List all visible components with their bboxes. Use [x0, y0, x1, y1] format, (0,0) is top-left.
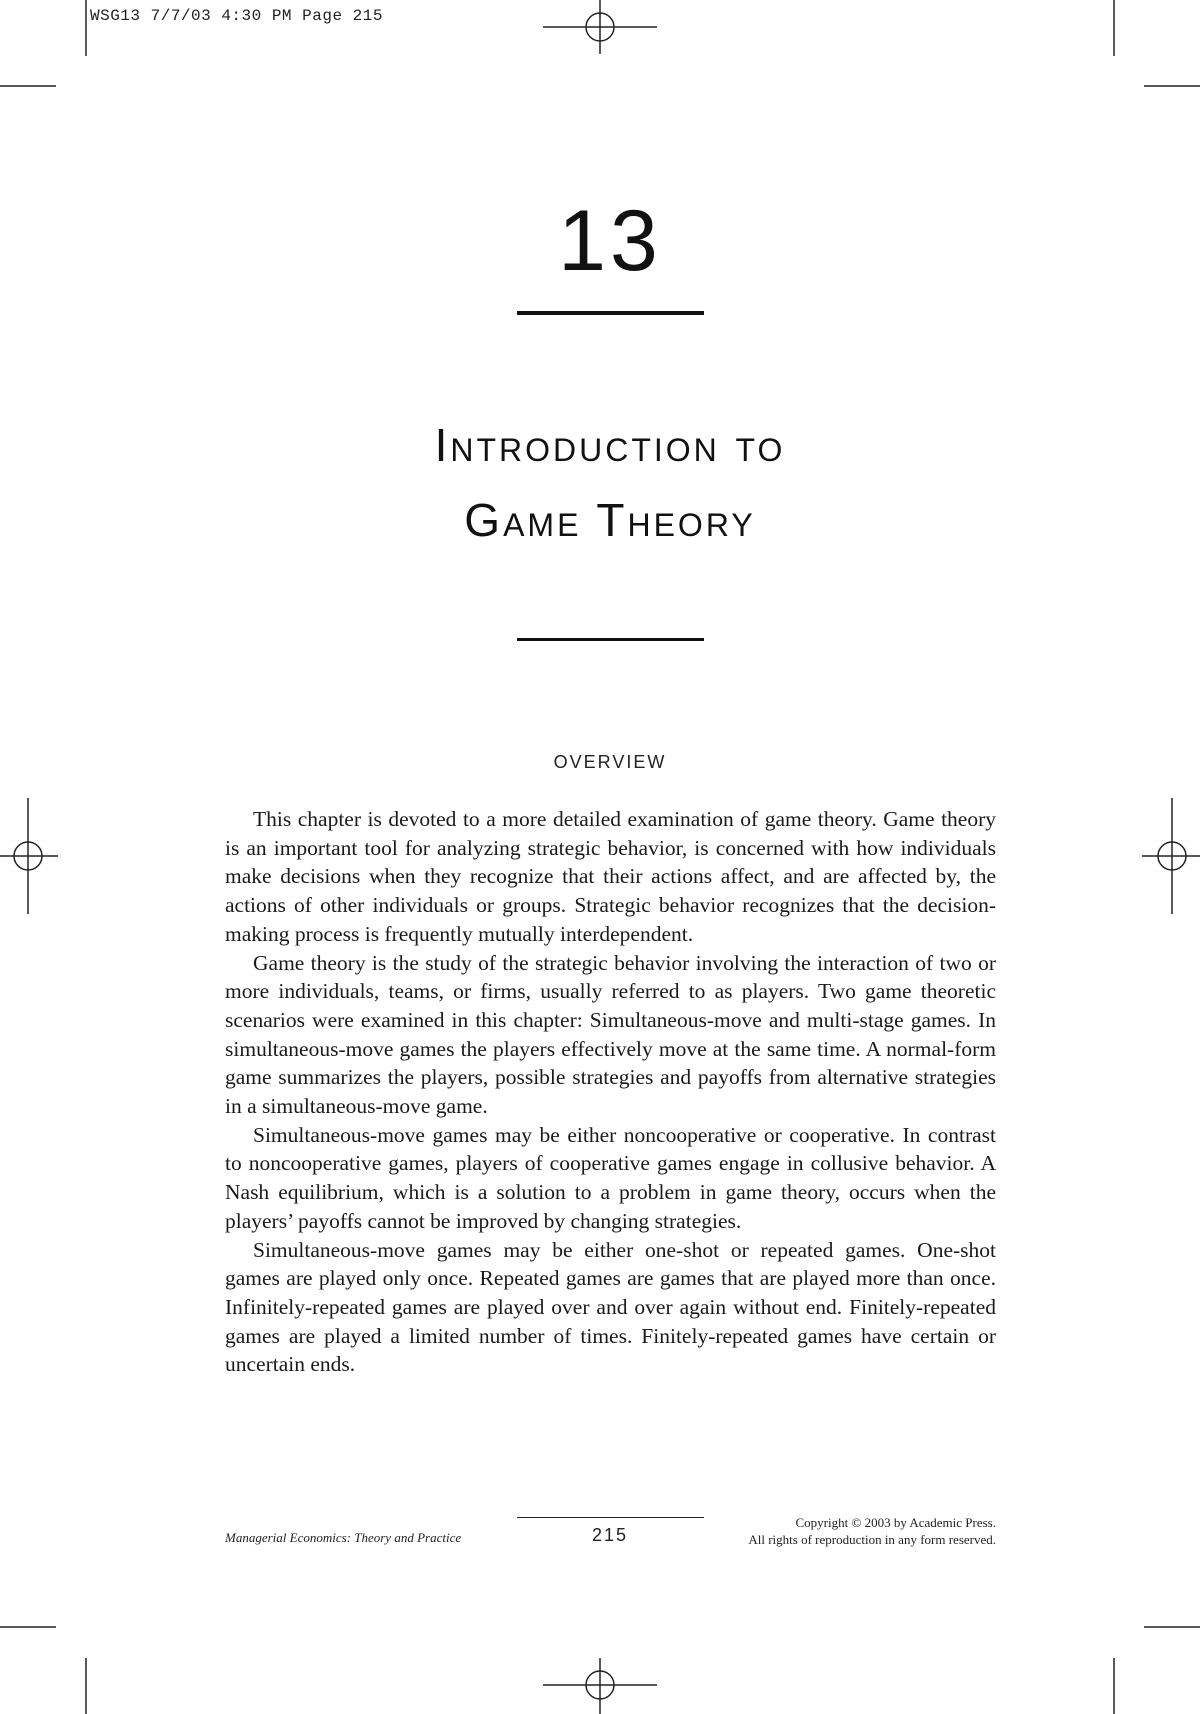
- paragraph: Simultaneous-move games may be either noncooperative or cooperative. In contrast to noncooperative games, players of cooperative games engage in collusive behavior. A Nash equilibrium, which is a solution to a problem in game theory, occurs when the players’ payoffs cannot be improved by changing strategies.: [225, 1122, 996, 1233]
- page-number: 215: [591, 1525, 629, 1545]
- footer-rule: [517, 1517, 704, 1518]
- copyright-line-2: All rights of reproduction in any form reserved.: [748, 1532, 996, 1547]
- chapter-title-rule: [517, 638, 704, 641]
- paragraph: Game theory is the study of the strategic behavior involving the interaction of two or more individuals, teams, or firms, usually referred to as players. Two game theoretic scenarios were examined in this chapter: Simultaneous-move and multi-stage games. In simultaneous-move games the players effectively move at the same time. A normal-form game summarizes the players, possible strategies and payoffs from alternative strategies in a simultaneous-move game.: [225, 950, 996, 1119]
- footer-copyright: [748, 1514, 996, 1548]
- copyright-line-1: Copyright © 2003 by Academic Press.: [795, 1515, 996, 1530]
- paragraph: Simultaneous-move games may be either one-shot or repeated games. One-shot games are played only once. Repeated games are games that are played more than once. Infinitely-repeated games are played over and over again without end. Finitely-repeated games are played a limited number of times. Finitely-repeated games have certain or uncertain ends.: [225, 1237, 996, 1377]
- registration-mark-top: [543, 0, 657, 54]
- chapter-number-rule: [517, 311, 704, 315]
- section-heading: OVERVIEW: [553, 752, 667, 772]
- registration-mark-right: [1142, 798, 1200, 914]
- chapter-title: [0, 408, 1200, 558]
- chapter-title-line-1: Introduction to: [434, 419, 786, 471]
- registration-mark-bottom: [543, 1658, 657, 1714]
- chapter-title-line-2: Game Theory: [464, 494, 756, 546]
- body-text: [225, 805, 996, 1379]
- chapter-number: 13: [558, 193, 662, 289]
- footer-book-title: Managerial Economics: Theory and Practice: [225, 1530, 462, 1545]
- printer-slug: WSG13 7/7/03 4:30 PM Page 215: [90, 7, 383, 25]
- paragraph: This chapter is devoted to a more detailed examination of game theory. Game theory is an important tool for analyzing strategic behavior, is concerned with how individuals make decisions when they recognize that their actions affect, and are affected by, the actions of other individuals or groups. Strategic behavior recognizes that the decision-making process is frequently mutually interdependent.: [225, 807, 996, 946]
- registration-mark-left: [0, 798, 58, 914]
